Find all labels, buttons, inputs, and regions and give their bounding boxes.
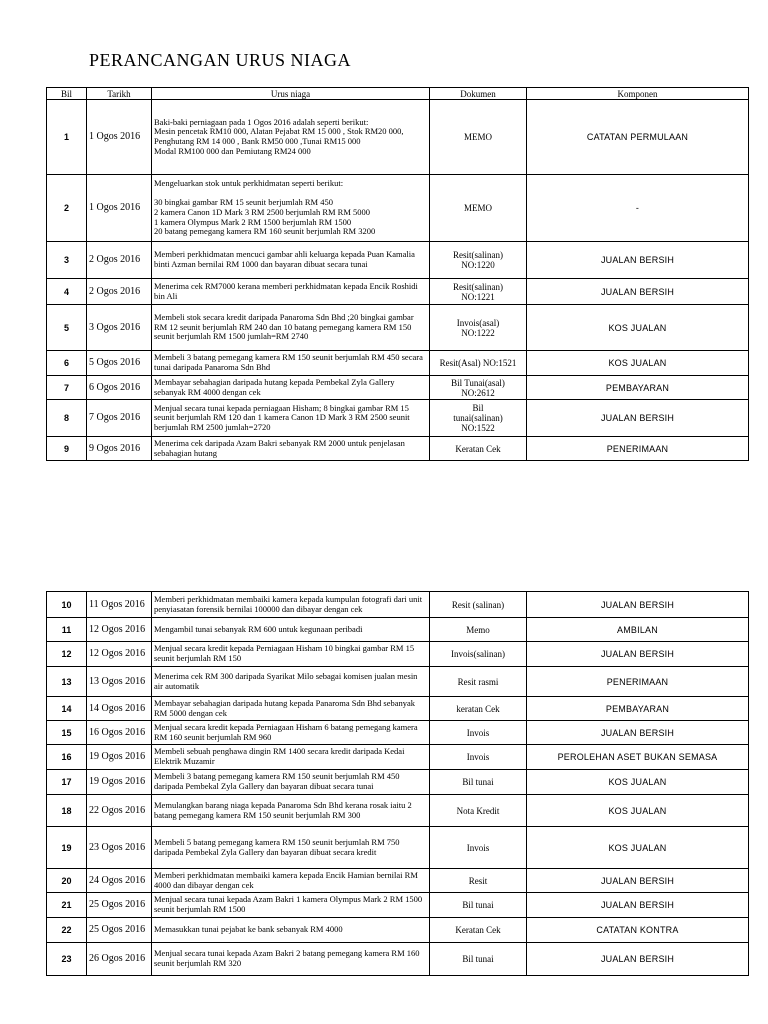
row-date: 16 Ogos 2016 bbox=[87, 721, 152, 745]
row-date: 25 Ogos 2016 bbox=[87, 893, 152, 918]
row-component: PEROLEHAN ASET BUKAN SEMASA bbox=[527, 745, 749, 770]
row-number: 11 bbox=[47, 618, 87, 642]
row-component: KOS JUALAN bbox=[527, 305, 749, 351]
row-number: 8 bbox=[47, 400, 87, 437]
table-row bbox=[47, 400, 749, 437]
table-header-row bbox=[47, 88, 749, 100]
row-transaction: Menjual secara tunai kepada Azam Bakri 1 kamera Olympus Mark 2 RM 1500 seunit berjumlah RM 1500 bbox=[152, 893, 430, 918]
transaction-table-2 bbox=[46, 591, 749, 976]
row-transaction: Memberi perkhidmatan mencuci gambar ahli keluarga kepada Puan Kamalia binti Azman bernilai RM 1000 dan bayaran dibuat secara tunai bbox=[152, 242, 430, 279]
row-transaction: Mengeluarkan stok untuk perkhidmatan seperti berikut: 30 bingkai gambar RM 15 seunit berjumlah RM 450 2 kamera Canon 1D Mark 3 RM 2500 berjumlah RM RM 5000 1 kamera Olympus Mark 2 RM 1500 berjumlah RM 1500 20 batang pemegang kamera RM 160 seunit berjumlah RM 3200 bbox=[152, 175, 430, 242]
row-document: Invois(asal) NO:1222 bbox=[430, 305, 527, 351]
table-row bbox=[47, 100, 749, 175]
row-document: keratan Cek bbox=[430, 697, 527, 721]
row-transaction: Membeli 5 batang pemegang kamera RM 150 seunit berjumlah RM 750 daripada Pembekal Zyla Gallery dan bayaran dibuat secara kredit bbox=[152, 827, 430, 869]
row-component: KOS JUALAN bbox=[527, 770, 749, 795]
transaction-table-1 bbox=[46, 87, 749, 461]
row-transaction: Menjual secara tunai kepada perniagaan Hisham; 8 bingkai gambar RM 15 seunit berjumlah RM 120 dan 1 kamera Canon 1D Mark 3 RM 2500 seunit berjumlah RM 2500 jumlah=2720 bbox=[152, 400, 430, 437]
row-number: 18 bbox=[47, 795, 87, 827]
table-row bbox=[47, 618, 749, 642]
table-row bbox=[47, 667, 749, 697]
row-component: KOS JUALAN bbox=[527, 351, 749, 376]
row-date: 22 Ogos 2016 bbox=[87, 795, 152, 827]
row-number: 15 bbox=[47, 721, 87, 745]
row-document: Invois bbox=[430, 827, 527, 869]
row-transaction: Membeli 3 batang pemegang kamera RM 150 seunit berjumlah RM 450 daripada Pembekal Zyla Gallery dan bayaran dibuat secara tunai bbox=[152, 770, 430, 795]
row-document: Keratan Cek bbox=[430, 437, 527, 461]
row-component: PENERIMAAN bbox=[527, 667, 749, 697]
row-document: Resit(salinan) NO:1220 bbox=[430, 242, 527, 279]
row-document: Bil tunai bbox=[430, 893, 527, 918]
table-row bbox=[47, 376, 749, 400]
row-date: 14 Ogos 2016 bbox=[87, 697, 152, 721]
row-transaction: Membeli sebuah penghawa dingin RM 1400 secara kredit daripada Kedai Elektrik Muzamir bbox=[152, 745, 430, 770]
row-number: 1 bbox=[47, 100, 87, 175]
row-date: 11 Ogos 2016 bbox=[87, 592, 152, 618]
row-date: 1 Ogos 2016 bbox=[87, 100, 152, 175]
row-transaction: Membeli stok secara kredit daripada Panaroma Sdn Bhd ;20 bingkai gambar RM 12 seunit berjumlah RM 240 dan 10 batang pemegang kamera RM 150 seunit berjumlah RM 1500 jumlah=RM 2740 bbox=[152, 305, 430, 351]
table-row bbox=[47, 697, 749, 721]
row-document: Bil tunai bbox=[430, 943, 527, 976]
row-transaction: Memasukkan tunai pejabat ke bank sebanyak RM 4000 bbox=[152, 918, 430, 943]
row-document: Keratan Cek bbox=[430, 918, 527, 943]
row-document: Resit bbox=[430, 869, 527, 893]
row-transaction: Menjual secara kredit kepada Perniagaan Hisham 10 bingkai gambar RM 15 seunit berjumlah RM 150 bbox=[152, 642, 430, 667]
table-row bbox=[47, 770, 749, 795]
row-component: CATATAN PERMULAAN bbox=[527, 100, 749, 175]
table-row bbox=[47, 592, 749, 618]
table-row bbox=[47, 279, 749, 305]
row-component: JUALAN BERSIH bbox=[527, 242, 749, 279]
row-number: 12 bbox=[47, 642, 87, 667]
table-row bbox=[47, 943, 749, 976]
table-row bbox=[47, 795, 749, 827]
table-row bbox=[47, 745, 749, 770]
table-row bbox=[47, 642, 749, 667]
header-urus-niaga: Urus niaga bbox=[152, 88, 430, 100]
row-document: MEMO bbox=[430, 175, 527, 242]
row-component: JUALAN BERSIH bbox=[527, 400, 749, 437]
row-document: Invois bbox=[430, 721, 527, 745]
row-document: Memo bbox=[430, 618, 527, 642]
row-component: JUALAN BERSIH bbox=[527, 893, 749, 918]
row-date: 3 Ogos 2016 bbox=[87, 305, 152, 351]
row-transaction: Baki-baki perniagaan pada 1 Ogos 2016 adalah seperti berikut: Mesin pencetak RM10 000, Alatan Pejabat RM 15 000 , Stok RM20 000, Penghutang RM 14 000 , Bank RM50 000 ,Tunai RM15 000 Modal RM100 000 dan Pemiutang RM24 000 bbox=[152, 100, 430, 175]
row-component: JUALAN BERSIH bbox=[527, 642, 749, 667]
row-date: 6 Ogos 2016 bbox=[87, 376, 152, 400]
table-row bbox=[47, 242, 749, 279]
row-number: 5 bbox=[47, 305, 87, 351]
row-component: KOS JUALAN bbox=[527, 795, 749, 827]
table-row bbox=[47, 351, 749, 376]
row-date: 19 Ogos 2016 bbox=[87, 770, 152, 795]
row-component: JUALAN BERSIH bbox=[527, 279, 749, 305]
row-number: 23 bbox=[47, 943, 87, 976]
row-component: PEMBAYARAN bbox=[527, 697, 749, 721]
row-date: 13 Ogos 2016 bbox=[87, 667, 152, 697]
row-document: Resit(Asal) NO:1521 bbox=[430, 351, 527, 376]
row-number: 20 bbox=[47, 869, 87, 893]
row-document: Resit (salinan) bbox=[430, 592, 527, 618]
row-date: 12 Ogos 2016 bbox=[87, 642, 152, 667]
row-number: 4 bbox=[47, 279, 87, 305]
row-transaction: Memberi perkhidmatan membaiki kamera kepada Encik Hamian bernilai RM 4000 dan dibayar dengan cek bbox=[152, 869, 430, 893]
row-date: 2 Ogos 2016 bbox=[87, 279, 152, 305]
row-document: Nota Kredit bbox=[430, 795, 527, 827]
row-document: Invois(salinan) bbox=[430, 642, 527, 667]
row-document: Resit(salinan) NO:1221 bbox=[430, 279, 527, 305]
row-document: MEMO bbox=[430, 100, 527, 175]
row-component: JUALAN BERSIH bbox=[527, 721, 749, 745]
table-row bbox=[47, 893, 749, 918]
row-number: 6 bbox=[47, 351, 87, 376]
header-bil: Bil bbox=[47, 88, 87, 100]
row-number: 3 bbox=[47, 242, 87, 279]
row-date: 9 Ogos 2016 bbox=[87, 437, 152, 461]
row-transaction: Membayar sebahagian daripada hutang kepada Pembekal Zyla Gallery sebanyak RM 4000 dengan cek bbox=[152, 376, 430, 400]
row-date: 7 Ogos 2016 bbox=[87, 400, 152, 437]
row-number: 10 bbox=[47, 592, 87, 618]
row-component: AMBILAN bbox=[527, 618, 749, 642]
row-date: 25 Ogos 2016 bbox=[87, 918, 152, 943]
row-document: Bil Tunai(asal) NO:2612 bbox=[430, 376, 527, 400]
header-tarikh: Tarikh bbox=[87, 88, 152, 100]
row-number: 9 bbox=[47, 437, 87, 461]
header-dokumen: Dokumen bbox=[430, 88, 527, 100]
row-transaction: Memberi perkhidmatan membaiki kamera kepada kumpulan fotografi dari unit penyiasatan forensik bernilai 100000 dan dibayar dengan cek bbox=[152, 592, 430, 618]
row-number: 14 bbox=[47, 697, 87, 721]
row-number: 19 bbox=[47, 827, 87, 869]
row-document: Bil tunai(salinan) NO:1522 bbox=[430, 400, 527, 437]
row-document: Invois bbox=[430, 745, 527, 770]
table-row bbox=[47, 305, 749, 351]
row-document: Bil tunai bbox=[430, 770, 527, 795]
row-component: CATATAN KONTRA bbox=[527, 918, 749, 943]
row-date: 26 Ogos 2016 bbox=[87, 943, 152, 976]
header-komponen: Komponen bbox=[527, 88, 749, 100]
row-transaction: Menjual secara tunai kepada Azam Bakri 2 batang pemegang kamera RM 160 seunit berjumlah RM 320 bbox=[152, 943, 430, 976]
row-number: 16 bbox=[47, 745, 87, 770]
row-transaction: Memulangkan barang niaga kepada Panaroma Sdn Bhd kerana rosak iaitu 2 batang pemegang kamera RM 150 seunit berjumlah RM 300 bbox=[152, 795, 430, 827]
row-transaction: Menjual secara kredit kepada Perniagaan Hisham 6 batang pemegang kamera RM 160 seunit berjumlah RM 960 bbox=[152, 721, 430, 745]
table-row bbox=[47, 175, 749, 242]
row-transaction: Membeli 3 batang pemegang kamera RM 150 seunit berjumlah RM 450 secara tunai daripada Panaroma Sdn Bhd bbox=[152, 351, 430, 376]
table-row bbox=[47, 827, 749, 869]
row-number: 21 bbox=[47, 893, 87, 918]
row-date: 24 Ogos 2016 bbox=[87, 869, 152, 893]
row-component: - bbox=[527, 175, 749, 242]
row-component: PEMBAYARAN bbox=[527, 376, 749, 400]
row-number: 17 bbox=[47, 770, 87, 795]
row-date: 5 Ogos 2016 bbox=[87, 351, 152, 376]
row-transaction: Menerima cek daripada Azam Bakri sebanyak RM 2000 untuk penjelasan sebahagian hutang bbox=[152, 437, 430, 461]
table-row bbox=[47, 918, 749, 943]
row-date: 23 Ogos 2016 bbox=[87, 827, 152, 869]
row-component: JUALAN BERSIH bbox=[527, 943, 749, 976]
row-transaction: Menerima cek RM 300 daripada Syarikat Milo sebagai komisen jualan mesin air automatik bbox=[152, 667, 430, 697]
row-transaction: Membayar sebahagian daripada hutang kepada Panaroma Sdn Bhd sebanyak RM 5000 dengan cek bbox=[152, 697, 430, 721]
row-component: KOS JUALAN bbox=[527, 827, 749, 869]
page-title: PERANCANGAN URUS NIAGA bbox=[89, 50, 352, 70]
row-number: 2 bbox=[47, 175, 87, 242]
row-date: 19 Ogos 2016 bbox=[87, 745, 152, 770]
row-date: 12 Ogos 2016 bbox=[87, 618, 152, 642]
row-number: 13 bbox=[47, 667, 87, 697]
row-transaction: Mengambil tunai sebanyak RM 600 untuk kegunaan peribadi bbox=[152, 618, 430, 642]
row-component: PENERIMAAN bbox=[527, 437, 749, 461]
row-date: 1 Ogos 2016 bbox=[87, 175, 152, 242]
table-row bbox=[47, 869, 749, 893]
row-number: 7 bbox=[47, 376, 87, 400]
table-row bbox=[47, 721, 749, 745]
row-date: 2 Ogos 2016 bbox=[87, 242, 152, 279]
row-number: 22 bbox=[47, 918, 87, 943]
row-component: JUALAN BERSIH bbox=[527, 869, 749, 893]
row-component: JUALAN BERSIH bbox=[527, 592, 749, 618]
row-document: Resit rasmi bbox=[430, 667, 527, 697]
table-row bbox=[47, 437, 749, 461]
row-transaction: Menerima cek RM7000 kerana memberi perkhidmatan kepada Encik Roshidi bin Ali bbox=[152, 279, 430, 305]
